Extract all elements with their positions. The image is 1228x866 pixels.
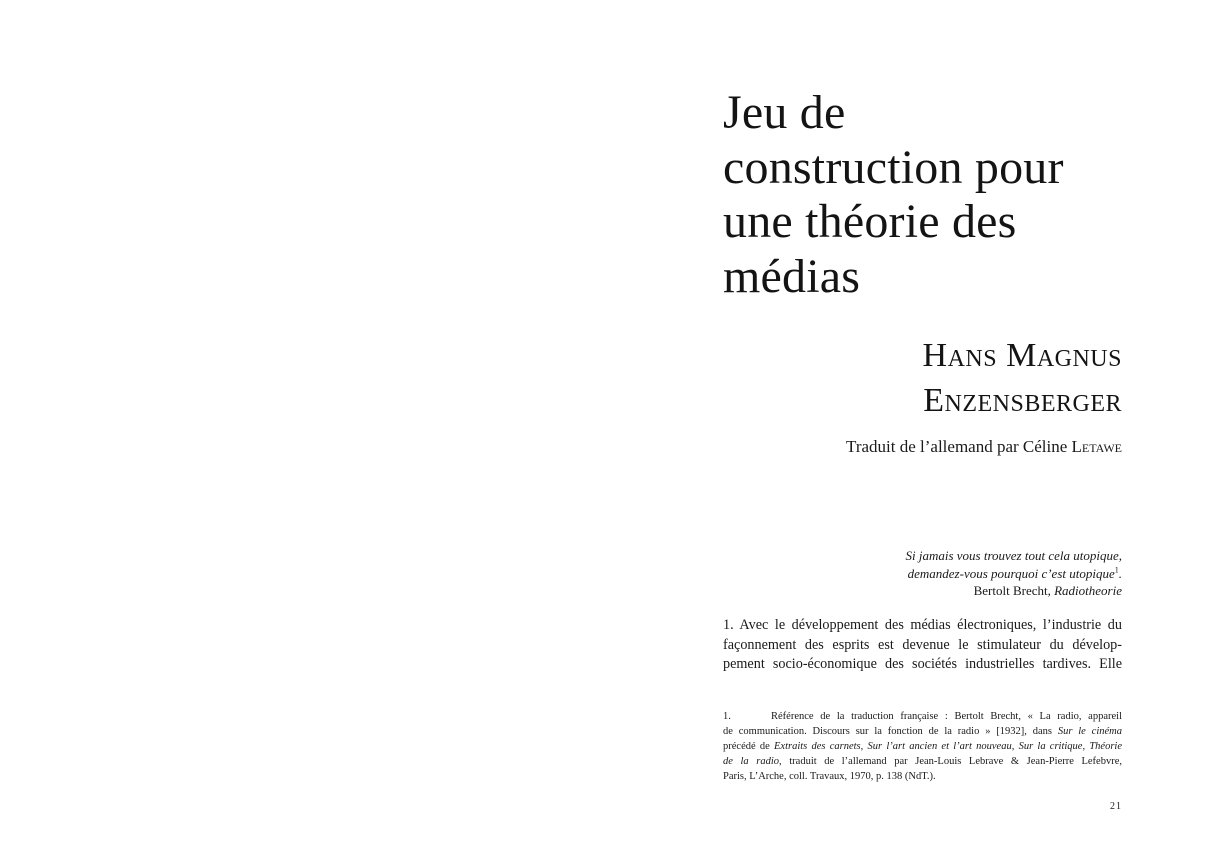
translator-credit: [846, 437, 1122, 457]
epigraph-line: [905, 565, 1122, 583]
footnote-number: 1.: [723, 711, 731, 722]
epigraph-attribution: [905, 582, 1122, 600]
footnote-title: de la radio: [723, 756, 780, 767]
author-line: Enzensberger: [923, 382, 1122, 419]
title-line: médias: [723, 249, 861, 303]
footnote-text: , traduit de l’allemand par Jean-Louis Lebrave & Jean-Pierre Lefebvre,: [779, 756, 1122, 767]
footnote: [723, 709, 1122, 784]
chapter-title: [723, 86, 1143, 304]
epigraph-line-end: .: [1118, 565, 1122, 581]
title-line: une théorie des: [723, 195, 1017, 248]
epigraph-line-text: demandez-vous pourquoi c’est utopique: [907, 565, 1115, 581]
author-name: [923, 333, 1122, 423]
footnote-text: précédé de: [723, 741, 775, 752]
translator-surname: Letawe: [1071, 437, 1122, 456]
translator-prefix: Traduit de l’allemand par Céline: [846, 437, 1072, 456]
attribution-work: Radiotheorie: [1054, 583, 1122, 598]
epigraph: [905, 547, 1122, 600]
author-line: Hans Magnus: [922, 337, 1122, 374]
footnote-reference[interactable]: 1: [1114, 565, 1119, 575]
footnote-title: Sur le cinéma: [1057, 726, 1122, 737]
title-line: construction pour: [723, 140, 1064, 194]
footnote-title: Extraits des carnets, Sur l’art ancien et l’art nouveau, Sur la critique, Théorie: [774, 741, 1122, 752]
title-line: Jeu de: [723, 86, 846, 139]
footnote-text: Référence de la traduction française : Bertolt Brecht, « La radio, appareil: [771, 711, 1122, 722]
page-number: 21: [1110, 801, 1122, 812]
attribution-author: Bertolt Brecht,: [973, 583, 1055, 598]
footnote-line: [723, 739, 1122, 754]
footnote-line: [723, 709, 1122, 724]
body-paragraph: [723, 616, 1122, 675]
body-line: façonnement des esprits est devenue le stimulateur du dévelop-: [723, 636, 1122, 653]
epigraph-line: Si jamais vous trouvez tout cela utopique,: [905, 548, 1122, 563]
footnote-line: [723, 724, 1122, 739]
footnote-line: [723, 754, 1122, 769]
body-line: 1. Avec le développement des médias électroniques, l’industrie du: [723, 617, 1122, 633]
footnote-line: Paris, L’Arche, coll. Travaux, 1970, p. 138 (NdT.).: [723, 771, 936, 782]
right-page: [614, 0, 1228, 866]
body-line: pement socio-économique des sociétés industrielles tardives. Elle: [723, 656, 1122, 672]
footnote-text: de communication. Discours sur la fonction de la radio » [1932], dans: [723, 726, 1058, 737]
